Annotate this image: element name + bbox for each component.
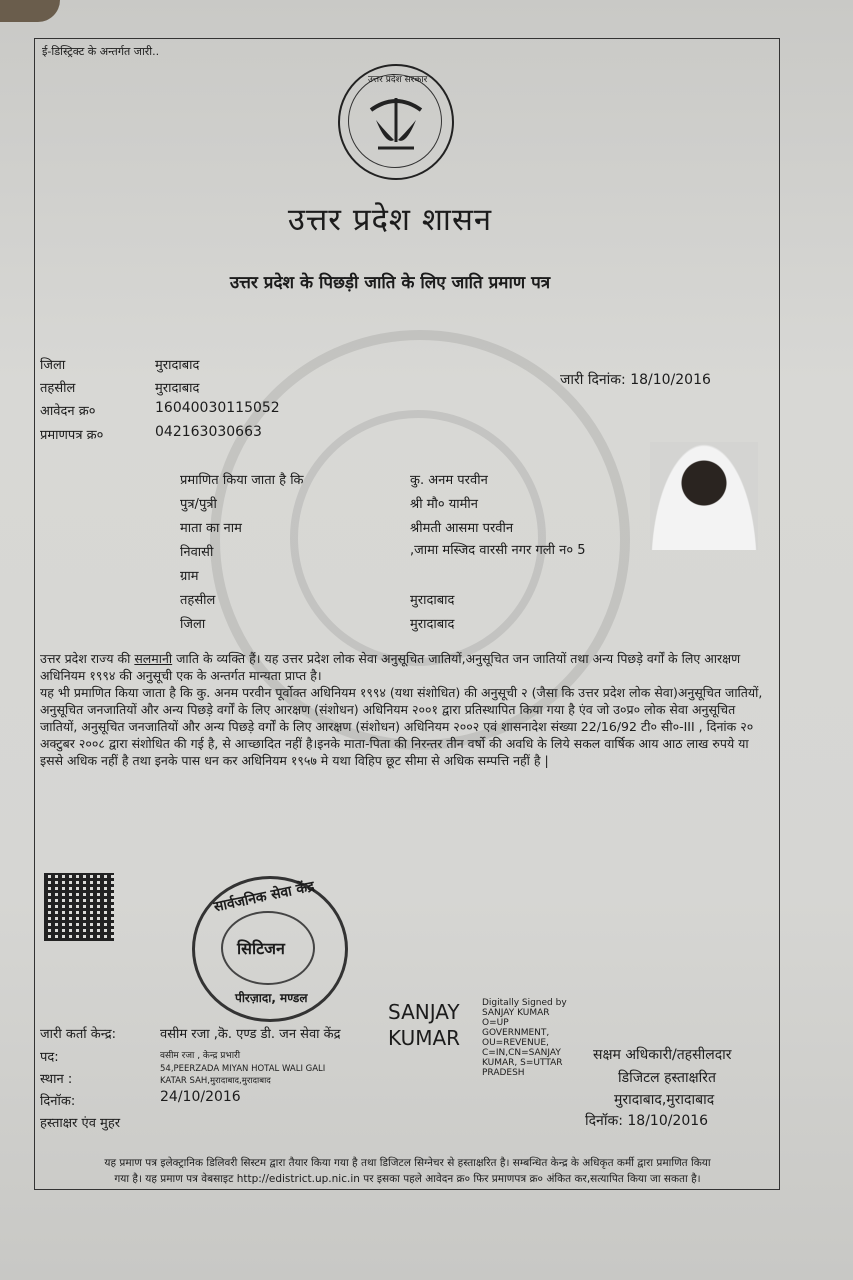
- certify-value: कु. अनम परवीन: [410, 473, 488, 488]
- certificate-subtitle: उत्तर प्रदेश के पिछड़ी जाति के लिए जाति प्रमाण पत्र: [229, 273, 551, 293]
- post-label: पद:: [40, 1050, 59, 1065]
- sig-line: O=UP: [482, 1018, 509, 1028]
- signature-seal-label: हस्ताक्षर एंव मुहर: [40, 1116, 121, 1131]
- sig-line: OU=REVENUE,: [482, 1038, 549, 1048]
- authority-digital-signed: डिजिटल हस्ताक्षरित: [618, 1070, 716, 1086]
- stamp-center-text: सिटिजन: [237, 939, 285, 958]
- footer-line-1: यह प्रमाण पत्र इलेक्ट्रानिक डिलिवरी सिस्टम द्वारा तैयार किया गया है तथा डिजिटल सिग्नेचर से हस्ताक्षरित है। सम्बन्धित केन्द्र के अधिकृत कर्मी द्वारा प्रमाणित किया: [104, 1157, 711, 1169]
- place-label: स्थान :: [40, 1072, 73, 1087]
- sig-line: KUMAR, S=UTTAR: [482, 1058, 563, 1068]
- sig-line: SANJAY KUMAR: [482, 1008, 550, 1018]
- place-value-line-1: 54,PEERZADA MIYAN HOTAL WALI GALI: [160, 1064, 326, 1074]
- signer-last-name: KUMAR: [388, 1026, 461, 1050]
- place-value-line-2: KATAR SAH,मुरादाबाद,मुरादाबाद: [160, 1076, 271, 1086]
- district-label: जिला: [40, 358, 66, 373]
- person-tehsil-label: तहसील: [180, 593, 216, 608]
- issuing-center-value: वसीम रजा ,कॆ. एण्ड डी. जन सेवा केंद्र: [160, 1027, 341, 1042]
- authority-date: दिनॉक: 18/10/2016: [585, 1113, 709, 1129]
- mother-value: श्रीमती आसमा परवीन: [410, 521, 514, 536]
- sig-line: PRADESH: [482, 1068, 525, 1078]
- sig-line: C=IN,CN=SANJAY: [482, 1048, 561, 1058]
- person-district-value: मुरादाबाद: [410, 617, 455, 632]
- signer-first-name: SANJAY: [388, 1000, 460, 1024]
- service-center-stamp: [192, 876, 348, 1022]
- application-number-value: 16040030115052: [155, 400, 280, 416]
- resident-value: ,जामा मस्जिद वारसी नगर गली न० 5: [410, 543, 586, 558]
- paragraph-2: यह भी प्रमाणित किया जाता है कि कु. अनम परवीन पूर्वोक्त अधिनियम १९९४ (यथा संशोधित) की अनुसूची २ (जैसा कि उत्तर प्रदेश लोक सेवा)अनुसूचित जातियों, अनुसूचित जनजातियों और अन्य पिछड़े वर्गों के लिए आरक्षण (संशोधन) अधिनियम २००१ द्वारा प्रतिस्थापित किया गया है एंव जो उ०प्र० लोक सेवा अनुसूचित जातियों, अनुसूचित जनजातियों और अन्य पिछड़े वर्गों के लिए आरक्षण (संशोधन) अधिनियम २००२ एवं शासनादेश संख्या 22/16/92 टी० सी०-III , दिनांक २० अक्टुबर २००८ द्वारा संशोधित की गई है, से आच्छादित नहीं है।इनके माता-पिता की निरन्तर तीन वर्षो की अवधि के लिये सकल वार्षिक आय आठ लाख रुपये या इससे अधिक नहीं है तथा इनके पास धन कर अधिनियम १९५७ मे यथा विहिप छूट सीमा से अधिक सम्पत्ति नहीं है |: [40, 685, 763, 768]
- caste-name: सलमानी: [134, 651, 173, 666]
- village-label: ग्राम: [180, 569, 199, 584]
- certificate-number-value: 042163030663: [155, 424, 262, 440]
- qr-code: [44, 873, 114, 941]
- issue-date: जारी दिनांक: 18/10/2016: [560, 372, 711, 388]
- up-government-emblem: [338, 64, 454, 180]
- stamp-top-text: सार्वजनिक सेवा केंद्र: [212, 878, 316, 916]
- footer-line-2: गया है। यह प्रमाण पत्र वेबसाइट http://edistrict.up.nic.in पर इसका पहले आवेदन क्र० फिर प्रमाणपत्र क्र० अंकित कर,सत्यापित किया जा सकता है।: [114, 1173, 701, 1185]
- stamp-bottom-text: पीरज़ादा, मण्डल: [235, 991, 308, 1005]
- child-of-value: श्री मौ० यामीन: [410, 497, 478, 512]
- child-of-label: पुत्र/पुत्री: [180, 497, 217, 512]
- authority-title: सक्षम अधिकारी/तहसीलदार: [593, 1047, 732, 1063]
- tehsil-label: तहसील: [40, 381, 76, 396]
- paragraph-1-start: उत्तर प्रदेश राज्य की: [40, 651, 135, 666]
- issuing-center-label: जारी कर्ता केन्द्र:: [40, 1027, 117, 1042]
- page-title: उत्तर प्रदेश शासन: [287, 202, 493, 238]
- applicant-photo: [650, 442, 758, 550]
- certificate-number-label: प्रमाणपत्र क्र०: [40, 428, 104, 443]
- person-district-label: जिला: [180, 617, 206, 632]
- resident-label: निवासी: [180, 545, 214, 560]
- paragraph-1-end: जाति के व्यक्ति हैं। यह उत्तर प्रदेश लोक सेवा अनुसूचित जातियों,अनुसूचित जन जातियों तथा अन्य पिछड़े वर्गों के लिए आरक्षण अधिनियम १९९४ की अनुसूची एक के अन्तर्गत मान्यता प्राप्त है।: [40, 651, 741, 683]
- header-note: ई-डिस्ट्रिक्ट के अन्तर्गत जारी..: [42, 45, 160, 58]
- application-number-label: आवेदन क्र०: [40, 404, 96, 419]
- issuer-date-value: 24/10/2016: [160, 1089, 241, 1105]
- bow-fish-icon: [366, 90, 426, 152]
- post-value: वसीम रजा , केन्द्र प्रभारी: [160, 1051, 241, 1061]
- issuer-date-label: दिनॉक:: [40, 1094, 76, 1109]
- district-value: मुरादाबाद: [155, 358, 200, 373]
- certificate-body: [40, 650, 770, 769]
- sig-line: Digitally Signed by: [482, 998, 567, 1008]
- footer-note: [40, 1155, 775, 1187]
- sig-line: GOVERNMENT,: [482, 1028, 550, 1038]
- authority-place: मुरादाबाद,मुरादाबाद: [614, 1092, 715, 1108]
- emblem-text: उत्तर प्रदेश सरकार: [368, 75, 428, 85]
- person-tehsil-value: मुरादाबाद: [410, 593, 455, 608]
- tehsil-value: मुरादाबाद: [155, 381, 200, 396]
- mother-label: माता का नाम: [180, 521, 242, 536]
- digital-signature-details: [482, 998, 567, 1078]
- certify-label: प्रमाणित किया जाता है कि: [180, 473, 304, 488]
